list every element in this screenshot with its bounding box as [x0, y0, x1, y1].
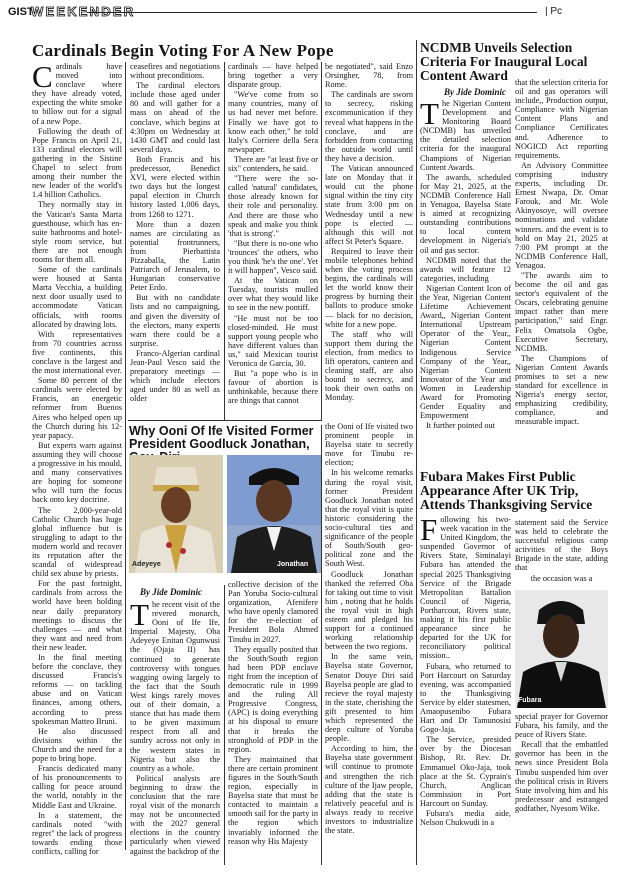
- ooni-col-3: [325, 422, 413, 865]
- paragraph: In the same vein, Bayelsa state Governor, Senator Douye Diri said Bayelsa people are glad to recieve the royal majesty in the state, cherishing the gift presented to him which represented the deep culture of Yoruba people.: [325, 652, 413, 744]
- dropcap: F: [420, 512, 438, 547]
- dropcap: C: [32, 59, 53, 94]
- paragraph: special prayer for Governor Fubara, his family, and the peace of Rivers State.: [515, 712, 608, 740]
- paragraph: He also discussed divisions within the Church and the need for a pope to bring hope.: [32, 726, 122, 764]
- paragraph: that the selection criteria for oil and gas operators will include,, Production output, Compliance with Nigerian Content Plans and Compliance Certificates and. Adherence to NOGICD Act reporting requirements.: [515, 78, 608, 160]
- dropcap: T: [420, 96, 439, 131]
- paragraph: Both Francis and his predecessor, Benedict XVI, were elected within two days but the longest papal election in Church history lasted 1,006 days, from 1268 to 1271.: [130, 154, 220, 219]
- column-rule: [321, 62, 322, 420]
- jonathan-photo: [227, 455, 321, 573]
- portrait-icon: [227, 455, 321, 573]
- paragraph: The cardinals are sworn to secrecy, risking excommunication if they reveal what happens in the conclave, and are forbidden from contacting the outside world until they have a decision.: [325, 90, 413, 163]
- paragraph: Political analysts are beginning to draw the conclusion that the rare royal visit of the monarch may not be unconnected with the 2027 general elections in the country particularly when viewed against the backdrop of the: [130, 773, 220, 856]
- paragraph: The Vatican announced late on Monday that it would cut the phone signal within the tiny city state from 3:00 pm on Wednesday until a new pope is elected — although this will not affect St Peter's Square.: [325, 164, 413, 246]
- paragraph: the occasion was a: [530, 573, 593, 583]
- section-rule: [128, 420, 322, 421]
- paragraph: In his welcome remarks during the royal visit, former President Goodluck Jonathan noted that the royal visit is quite historic considering the socio-cultural ties and significance of the people of South/South geo-political zone and the South West.: [325, 468, 413, 569]
- paragraph: "We've come from so many countries, many of us had never met before. Finally we have got to know each other," he told Italy's Corriere della Sera newspaper.: [228, 90, 318, 154]
- paragraph: An Advisory Committee comprising industry experts, including Dr. Ernest Nwapa, Dr. Omar Farouk, and Mr. Wole Akinyosoye, will oversee nominations and validate winners. and the event is to hold on May 21, 2025 at 7:00 PM prompt at the NCDMB Conference Hall, Yenagoa.: [515, 160, 608, 270]
- masthead: [0, 0, 632, 30]
- paragraph: They equally posited that the South/South region had been PDP enclave right from the inception of democratic rule in 1999 and the ruling All Progressive Congress, (APC) is doing everything at his disposal to ensure that it breaks the stronghold of PDP in the region.: [228, 644, 318, 754]
- adeyeye-photo: [129, 455, 223, 573]
- paragraph: Nigerian Content Icon of the Year, Nigerian Content Lifetime Achievement Award,, Nigerian Content International Upstream Operator of the Year,, Nigerian Content Indigenous Service Company of the Year,, Nigerian Content Innovator of the Year and Women in Leadership Award for Promoting Gender Equality and Empowerment: [420, 283, 511, 421]
- paragraph: The awards, scheduled for May 21, 2025, at the NCDMB Conference Hall in Yenagoa, Bayelsa State is aimed at recognizing outstanding contributions to local content development in Nigeria's oil and gas sector.: [420, 172, 511, 255]
- paragraph: ollowing his two-week vacation in the United Kingdom, the suspended Governor of Rivers State, Siminalayi Fubara has attended the special 2025 Thanksgiving Service of the Brigade Metropolitan Battalion Council of Nigeria, Portharcout, Rivers state, making it his first public appearance since he departed for the UK for reconciliatory political mission..: [420, 515, 511, 661]
- paragraph: Following the death of Pope Francis on April 21, 133 cardinal electors will gathering in the Sistine Chapel to select from among their number the new leader of the world's 1.4 billion Catholics.: [32, 126, 122, 200]
- paragraph: "There were the so-called 'natural' candidates, those already known for their role and personality. And there are those who speak and make you think 'that is strong'.": [228, 174, 318, 238]
- section-label: WEEKENDER: [31, 4, 136, 19]
- paragraph: According to him, the Bayelsa state government will continue to promote and strengthen the rich culture of the Ijaw people, adding that the state is relatively peaceful and is always ready to receive investors to industrialize the state.: [325, 744, 413, 836]
- fubara-col-2-top: [515, 518, 608, 586]
- cardinals-col-1: [32, 59, 122, 856]
- column-rule: [224, 585, 225, 865]
- paragraph: collective decision of the Pan Yoruba Socio-cultural organization, Afenifere who have openly clamored for the re-election of President Bola Ahmed Tinubu in 2027.: [228, 580, 318, 644]
- portrait-icon: [515, 590, 608, 708]
- paragraph: cardinals — have helped bring together a very disparate group.: [228, 62, 318, 90]
- paragraph: The Champions of Nigerian Content Awards promises to set a new standard for excellence in Nigeria's energy sector, emphasizing credibility, compliance, and measurable impact.: [515, 353, 608, 427]
- paragraph: Some 80 percent of the cardinals were elected by Francis, an energetic reformer from Buenos Aires who helped open up the Church during his 12-year papacy.: [32, 376, 122, 440]
- cardinals-col-3: [228, 62, 318, 420]
- paragraph: They maintained that there are certain prominent figures in the South/South region, especially in Bayelsa state that must be contacted to maintain a smooth sail for the party in the region which invariably informed the reason why His Majesty: [228, 754, 318, 846]
- brand-label: GIST: [8, 6, 34, 18]
- paragraph: The Service, presided over by the Diocesan Bishop, Rt. Rev. Dr. Emmanuel Oko-Jaja, took place at the St. Cyprain's Church, Anglican Commission in Port Harcourt on Sunday.: [420, 735, 511, 808]
- fubara-col-1: [420, 512, 511, 867]
- paragraph: More than a dozen names are circulating as potential frontrunners, from Pierbattista Pizzaballa, the Latin Patriarch of Jerusalem, to Hungarian conservative Peter Erdo.: [130, 219, 220, 293]
- dropcap: T: [130, 597, 149, 632]
- paragraph: In the final meeting before the conclave, they discussed Francis's reforms — on tackling abuse and on Vatican finances, among others, according to press spokesman Matteo Bruni.: [32, 653, 122, 726]
- paragraph: Fubara's media aide, Nelson Chukwudi in a: [420, 809, 511, 828]
- paragraph: Fubara, who returned to Port Harcourt on Saturday evening, was accompanied to the Thanksgiving Service by elder statesmen, Amaopusenibo Fubara Hart and Dr Tamunosisi Gogo-Jaja.: [420, 661, 511, 735]
- page-number: | Pc: [545, 6, 563, 17]
- paragraph: There are "at least five or six" contenders, he said.: [228, 154, 318, 174]
- column-rule: [125, 62, 126, 850]
- paragraph: The cardinal electors include those aged under 80 and will gather for a mass on ahead of the conclave, which begins at 4:30pm on Wednesday at 1430 GMT and could last several days.: [130, 81, 220, 154]
- ncdmb-byline: By Jide Dominic: [444, 87, 506, 97]
- paragraph: "But there is no-one who 'trounces' the others, who you think 'he's the one'. Yet it will happen", Vesco said.: [228, 238, 318, 276]
- paragraph: They normally stay in the Vatican's Santa Marta guesthouse, which has en-suite bathrooms and hotel-style room service, but there are not enough rooms for them all.: [32, 200, 122, 264]
- paragraph: statement said the Service was held to celebrate the successful religious camp activities of the Boys Brigade in the state, adding that: [515, 518, 608, 573]
- fubara-headline: Fubara Makes First Public Appearance After UK Trip, Attends Thanksgiving Service: [420, 469, 593, 512]
- ncdmb-col-1: [420, 96, 511, 469]
- paragraph: Goodluck Jonathan thanked the referred Oba for taking out time to visit him , noting that he holds the royal visit in high esteem and pledged his support for a continued working relationship between the two regions.: [325, 569, 413, 652]
- paragraph: The 2,000-year-old Catholic Church has huge global influence but is struggling to adapt to the modern world and recover its reputation after the scandal of widespread child sex abuse by priests.: [32, 505, 122, 579]
- paragraph: Francis dedicated many of his pronouncements to calling for peace around the world, notably in the Middle East and Ukraine.: [32, 764, 122, 810]
- paragraph: "He must not be too closed-minded. He must support young people who have different values than us," said Mexican tourist Veronica de Garcia, 30.: [228, 313, 318, 368]
- paragraph: Franco-Algerian cardinal Jean-Paul Vesco said the preparatory meetings — which include electors aged under 80 as well as older: [130, 348, 220, 404]
- fubara-col-2-bottom: [515, 712, 608, 867]
- paragraph: With representatives from 70 countries across five continents, this conclave is the largest and the most international ever.: [32, 329, 122, 376]
- paragraph: Recall that the embattled governor has been in the news since President Bola Tinubu suspended him over the political crisis in Rivers State involving him and his predecessor and estranged godfather, Nyesom Wike.: [515, 740, 608, 813]
- column-rule: [224, 62, 225, 420]
- cardinals-headline: Cardinals Begin Voting For A New Pope: [32, 41, 334, 60]
- paragraph: But "a pope who is in favour of abortion is unthinkable, because there are things that cannot: [228, 369, 318, 406]
- paragraph: At the Vatican on Tuesday, tourists mulled over what they would like to see in the new pontiff.: [228, 276, 318, 313]
- paragraph: he recent visit of the revered monarch, Ooni of Ife Ife, Imperial Majesty, Oba Adeyeye Enitan Ogunwusi the (Ojaja II) has continued to generate controversy with tongues wagging owing largely to the fact that the South West kings rarely moves out of their domain, a stance that has made them to be given maximum respect from all and sundry across not only in the western states in Nigeria but also the country as a whole.: [130, 600, 220, 773]
- paragraph: Some of the cardinals were housed at Santa Marta Vecchia, a building next door usually used to accommodate Vatican officials, with rooms allocated by drawing lots.: [32, 265, 122, 329]
- ncdmb-headline: NCDMB Unveils Selection Criteria For Inaugural Local Content Award: [420, 40, 588, 83]
- column-rule: [416, 40, 417, 865]
- paragraph: Required to leave their mobile telephones behind when the voting process begins, the cardinals will let the world know their progress by burning their ballots to produce smoke — black for no decision, white for a new pope.: [325, 246, 413, 329]
- paragraph: In a statement, the cardinals noted "with regret" the lack of progress towards ending those conflicts, calling for: [32, 810, 122, 856]
- cardinals-col-2: [130, 62, 220, 420]
- paragraph: For the past fortnight, cardinals from across the world have been holding near daily preparatory meetings to discuss the challenges — and what they want and need from their new leader.: [32, 579, 122, 652]
- ooni-byline: By Jide Dominic: [140, 587, 202, 597]
- ooni-headline: Why Ooni Of Ife Visited Former President Goodluck Jonathan,: [129, 424, 314, 451]
- paragraph: But with no candidate lists and no campaigning, and given the diversity of the electors, many experts warn there could be a surprise.: [130, 293, 220, 348]
- portrait-icon: [129, 455, 223, 573]
- paragraph: But experts warn against assuming they will choose a progressive in his mould, and many conservatives are hoping for someone who will turn the focus back onto key doctrine.: [32, 440, 122, 505]
- paragraph: NCDMB noted that the awards will feature 12 categories, including: [420, 255, 511, 283]
- ooni-col-2: [228, 580, 318, 865]
- paragraph: ceasefires and negotiations without preconditions.: [130, 62, 220, 81]
- cardinals-col-4: [325, 62, 413, 420]
- ooni-col-1: [130, 597, 220, 865]
- paragraph: the Ooni of Ife visited two prominent people in Bayelsa state to secretly move for Tinubu re-election;: [325, 422, 413, 468]
- paragraph: It further pointed out: [426, 421, 495, 431]
- fubara-photo: [515, 590, 608, 708]
- column-rule: [321, 425, 322, 865]
- header-rule: [87, 12, 537, 13]
- paragraph: "The awards aim to become the oil and gas sector's equivalent of the Oscars, celebrating genuine impact rather than mere participation," said Engr. Felix Omatsola Ogbe, Executive Secretary, NCDMB.: [515, 270, 608, 353]
- photo-caption: Jonathan: [277, 561, 309, 568]
- paragraph: ardinals have moved into conclave where they have already voted, expecting the white smoke to billow out for a signal of a new Pope.: [32, 62, 122, 126]
- ncdmb-col-2: [515, 78, 608, 468]
- photo-caption: Adeyeye: [132, 561, 161, 568]
- photo-caption: Fubara: [518, 697, 542, 704]
- paragraph: The staff who will support them during the election, from medics to lift operators, canteen and cleaning staff, are also bound to secrecy, and took their own oaths on Monday.: [325, 329, 413, 403]
- paragraph: he Nigerian Content Development and Monitoring Board (NCDMB) has unveiled the detailed selection criteria for the inaugural Champions of Nigerian Content Awards.: [420, 99, 511, 172]
- paragraph: be negotiated", said Enzo Orsingher, 78, from Rome.: [325, 62, 413, 90]
